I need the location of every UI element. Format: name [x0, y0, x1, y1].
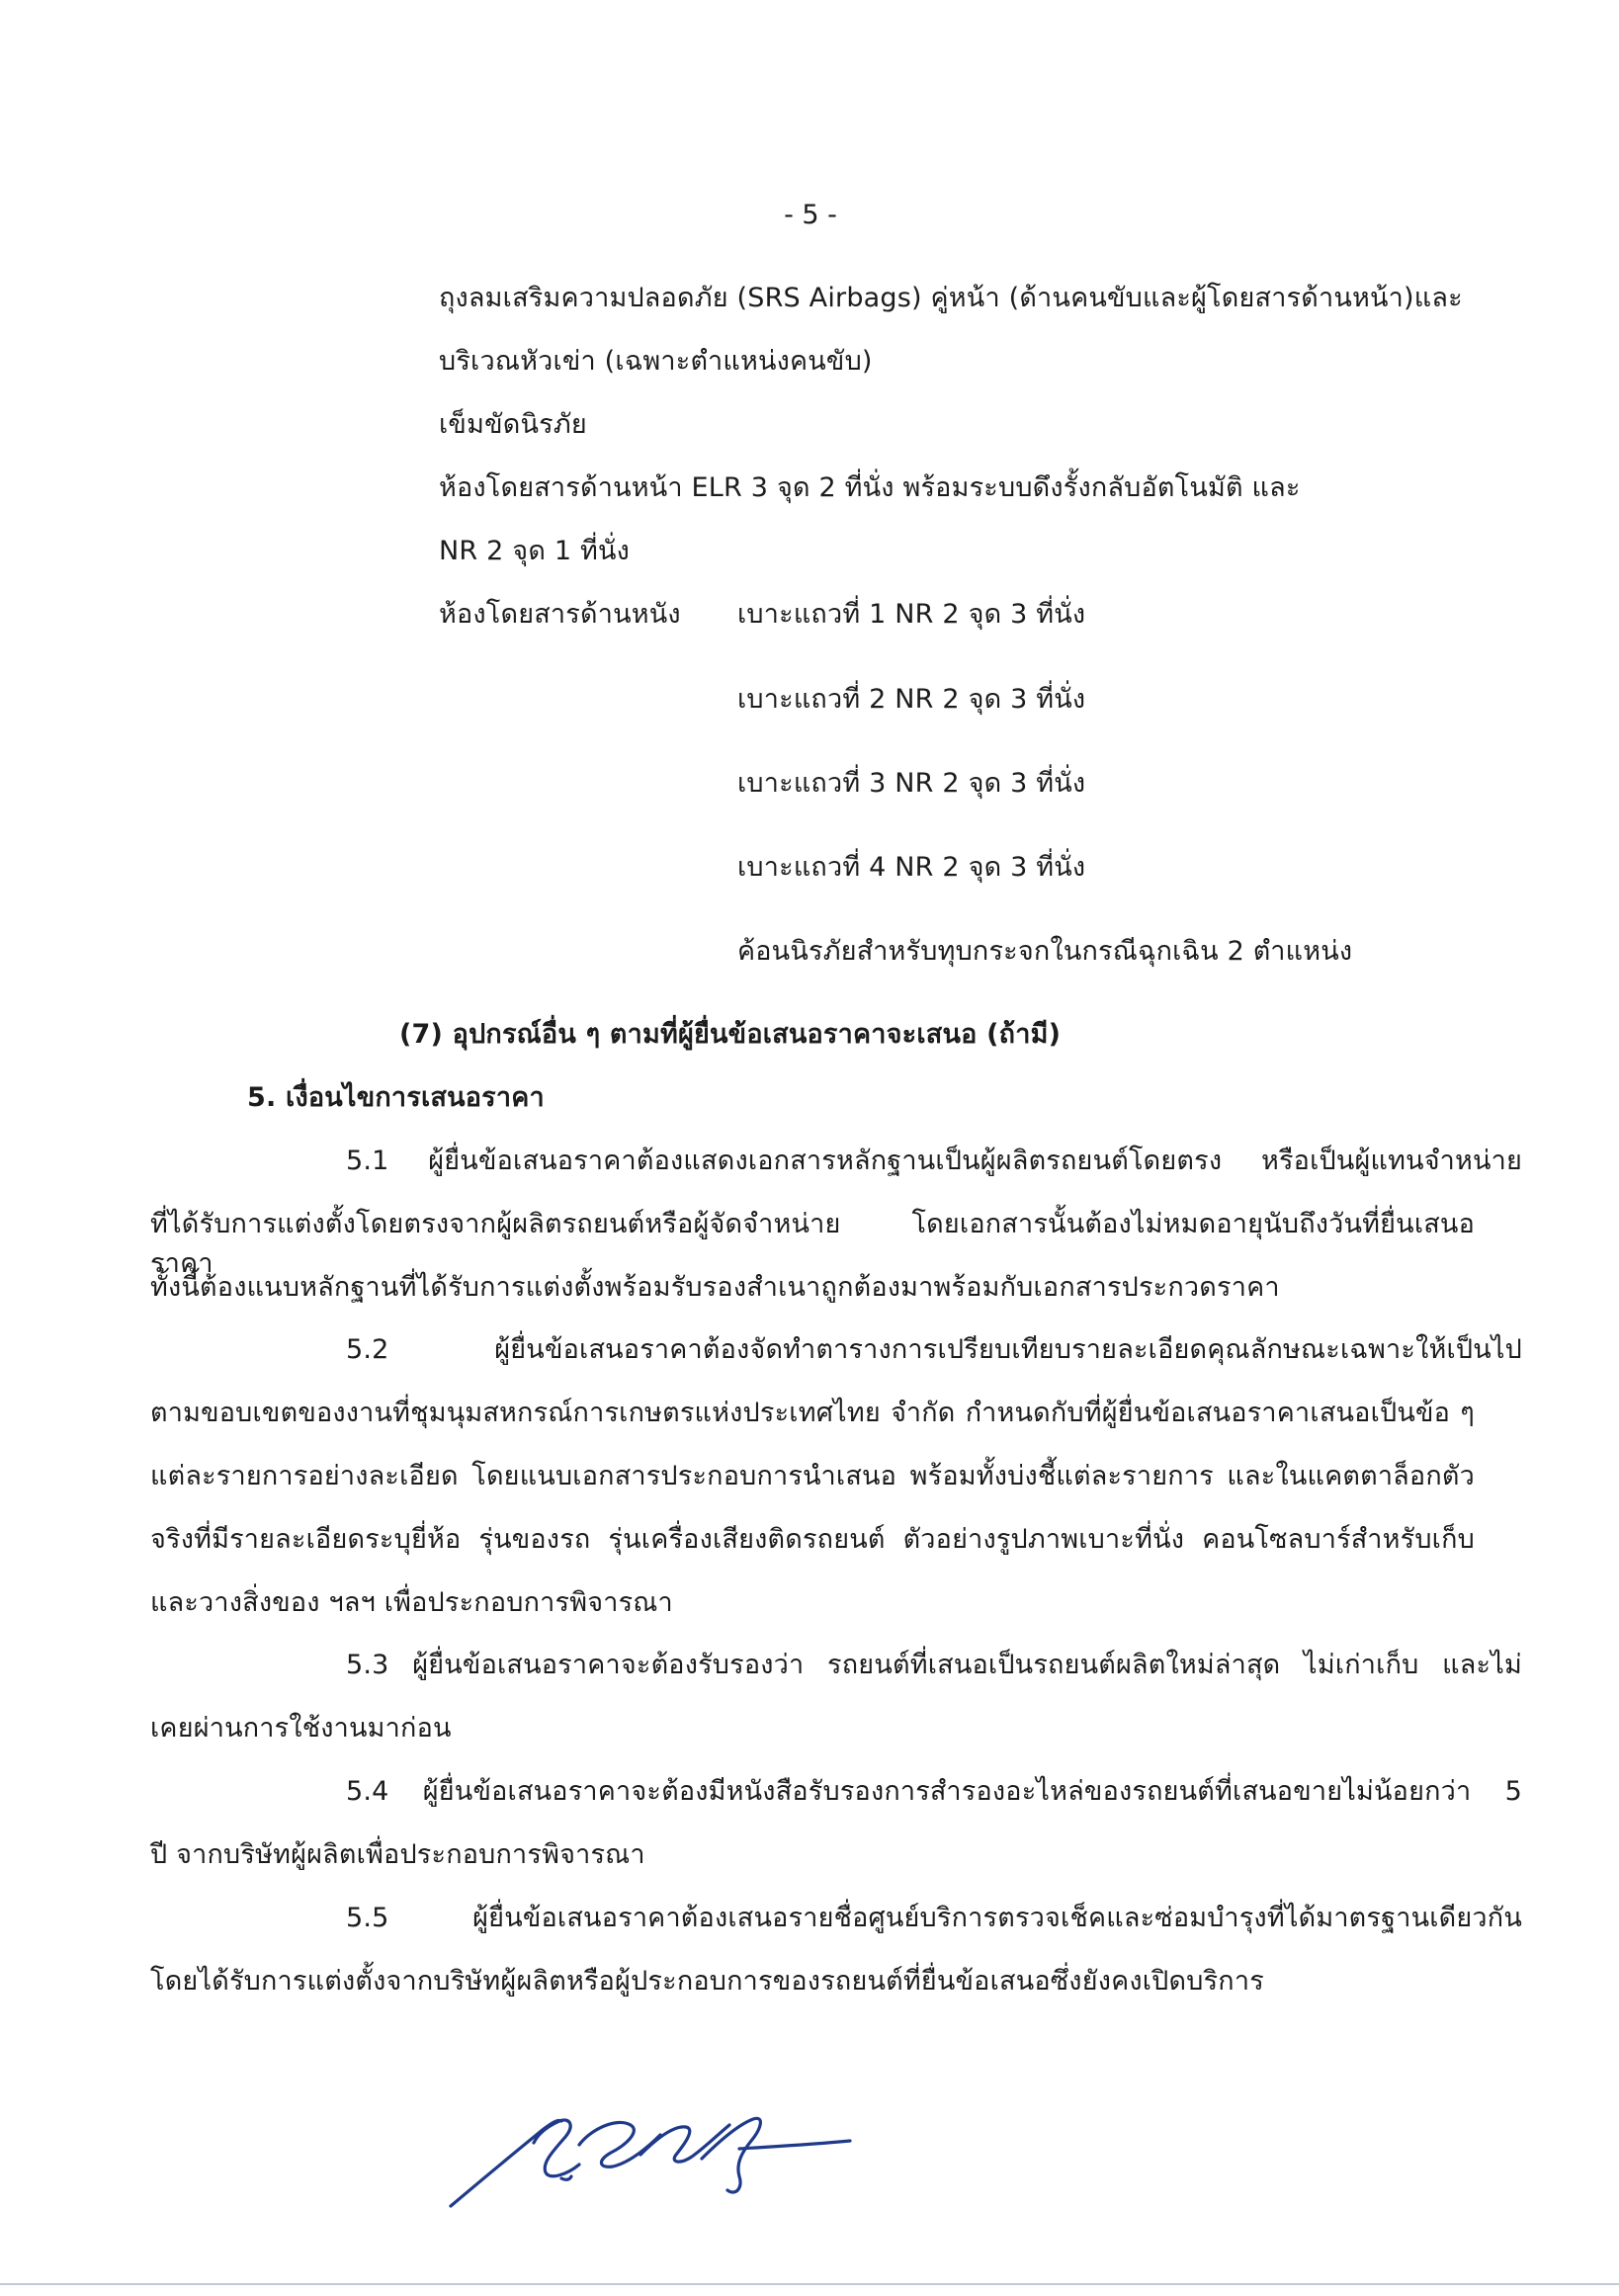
clause-5-4-line-2: ปี จากบริษัทผู้ผลิตเพื่อประกอบการพิจารณา — [150, 1839, 645, 1870]
bottom-rule — [0, 2283, 1619, 2285]
front-cabin-line-2: NR 2 จุด 1 ที่นั่ง — [439, 536, 631, 566]
clause-5-5-line-1: 5.5 ผู้ยื่นข้อเสนอราคาต้องเสนอรายชื่อศูนย์บริการตรวจเช็คและซ่อมบำรุงที่ได้มาตรฐานเดียวกัน — [346, 1903, 1522, 1933]
section-5-heading: 5. เงื่อนไขการเสนอราคา — [247, 1082, 545, 1113]
clause-5-2-line-4: จริงที่มีรายละเอียดระบุยี่ห้อ รุ่นของรถ รุ่นเครื่องเสียงติดรถยนต์ ตัวอย่างรูปภาพเบาะที่นั่ง คอนโซลบาร์สำหรับเก็บ — [150, 1524, 1475, 1555]
clause-5-1-line-1: 5.1 ผู้ยื่นข้อเสนอราคาต้องแสดงเอกสารหลักฐานเป็นผู้ผลิตรถยนต์โดยตรง หรือเป็นผู้แทนจำหน่าย — [346, 1146, 1522, 1176]
clause-5-4-line-1: 5.4 ผู้ยื่นข้อเสนอราคาจะต้องมีหนังสือรับรองการสำรองอะไหล่ของรถยนต์ที่เสนอขายไม่น้อยกว่า 5 — [346, 1776, 1522, 1807]
clause-5-2-line-3: แต่ละรายการอย่างละเอียด โดยแนบเอกสารประกอบการนำเสนอ พร้อมทั้งบ่งชี้แต่ละรายการ และในแคตตาล็อกตัว — [150, 1461, 1475, 1491]
clause-5-2-line-1: 5.2 ผู้ยื่นข้อเสนอราคาต้องจัดทำตารางการเปรียบเทียบรายละเอียดคุณลักษณะเฉพาะให้เป็นไป — [346, 1334, 1522, 1365]
seat-row-3: เบาะแถวที่ 3 NR 2 จุด 3 ที่นั่ง — [737, 768, 1086, 799]
seatbelt-heading: เข็มขัดนิรภัย — [439, 409, 587, 440]
clause-5-2-line-2: ตามขอบเขตของงานที่ชุมนุมสหกรณ์การเกษตรแห่งประเทศไทย จำกัด กำหนดกับที่ผู้ยื่นข้อเสนอราคาเสนอเป็นข้อ ๆ — [150, 1398, 1475, 1428]
handwritten-signature — [443, 2085, 858, 2214]
seat-row-4: เบาะแถวที่ 4 NR 2 จุด 3 ที่นั่ง — [737, 852, 1086, 883]
clause-5-1-line-2: ที่ได้รับการแต่งตั้งโดยตรงจากผู้ผลิตรถยนต์หรือผู้จัดจำหน่าย โดยเอกสารนั้นต้องไม่หมดอายุนับถึงวันที่ยื่นเสนอราคา — [150, 1209, 1475, 1279]
clause-5-3-line-2: เคยผ่านการใช้งานมาก่อน — [150, 1713, 452, 1743]
seat-row-1: เบาะแถวที่ 1 NR 2 จุด 3 ที่นั่ง — [737, 599, 1086, 630]
clause-5-1-line-3: ทั้งนี้ต้องแนบหลักฐานที่ได้รับการแต่งตั้งพร้อมรับรองสำเนาถูกต้องมาพร้อมกับเอกสารประกวดราคา — [150, 1272, 1280, 1303]
clause-5-2-line-5: และวางสิ่งของ ฯลฯ เพื่อประกอบการพิจารณา — [150, 1587, 673, 1618]
item-7-heading: (7) อุปกรณ์อื่น ๆ ตามที่ผู้ยื่นข้อเสนอราคาจะเสนอ (ถ้ามี) — [399, 1019, 1062, 1050]
front-cabin-line: ห้องโดยสารด้านหน้า ELR 3 จุด 2 ที่นั่ง พร้อมระบบดึงรั้งกลับอัตโนมัติ และ — [439, 472, 1301, 503]
airbag-line-2: บริเวณหัวเข่า (เฉพาะตำแหน่งคนขับ) — [439, 346, 873, 377]
seat-row-2: เบาะแถวที่ 2 NR 2 จุด 3 ที่นั่ง — [737, 684, 1086, 715]
clause-5-5-line-2: โดยได้รับการแต่งตั้งจากบริษัทผู้ผลิตหรือผู้ประกอบการของรถยนต์ที่ยื่นข้อเสนอซึ่งยังคงเปิดบริการ — [150, 1966, 1264, 1997]
page-number: - 5 - — [784, 200, 837, 230]
rear-cabin-label: ห้องโดยสารด้านหนัง — [439, 599, 681, 630]
emergency-hammer-line: ค้อนนิรภัยสำหรับทุบกระจกในกรณีฉุกเฉิน 2 ตำแหน่ง — [737, 936, 1353, 967]
airbag-line-1: ถุงลมเสริมความปลอดภัย (SRS Airbags) คู่หน้า (ด้านคนขับและผู้โดยสารด้านหน้า)และ — [439, 283, 1463, 313]
clause-5-3-line-1: 5.3 ผู้ยื่นข้อเสนอราคาจะต้องรับรองว่า รถยนต์ที่เสนอเป็นรถยนต์ผลิตใหม่ล่าสุด ไม่เก่าเก็บ และไม่ — [346, 1650, 1522, 1680]
